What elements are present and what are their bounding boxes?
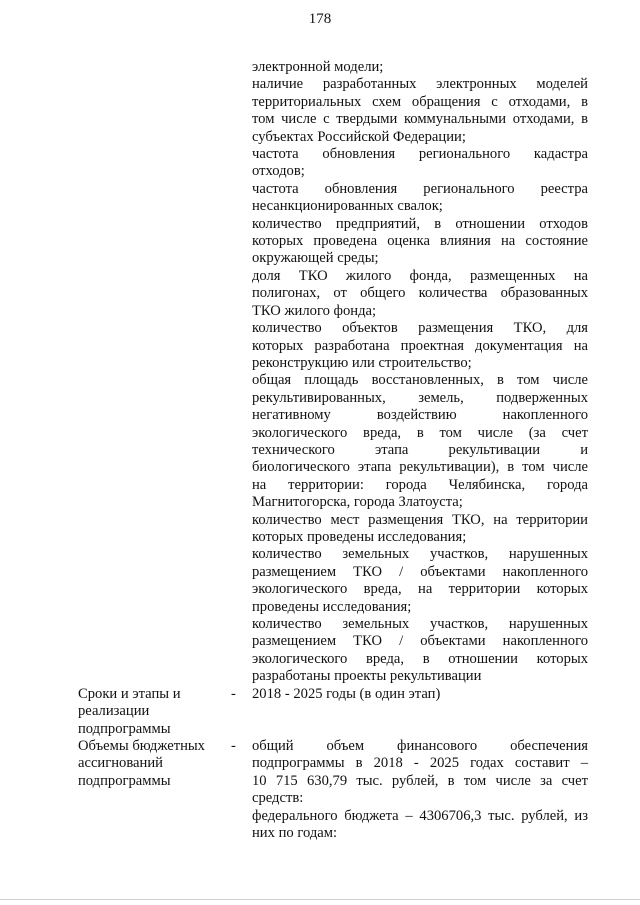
list-item: субъектах Российской Федерации;: [252, 128, 466, 145]
list-item: экологического вреда, на территории которых: [252, 581, 588, 598]
list-item: Магнитогорска, города Златоуста;: [252, 494, 463, 511]
budget-line: подпрограммы в 2018 - 2025 годах составит –: [252, 755, 588, 772]
list-item: общая площадь восстановленных, в том числе: [252, 372, 588, 389]
budget-value: [252, 738, 588, 842]
budget-label-line: подпрограммы: [78, 772, 171, 789]
list-item: экологического вреда, в отношении которых: [252, 650, 588, 667]
terms-label-line: подпрограммы: [78, 720, 171, 737]
budget-line: них по годам:: [252, 825, 338, 842]
page-number: 178: [308, 11, 332, 27]
budget-label-line: Объемы бюджетных: [78, 738, 205, 754]
budget-line: общий объем финансового обеспечения: [252, 738, 588, 754]
list-item: которых разработана проектная документация на: [252, 337, 588, 354]
list-item: количество мест размещения ТКО, на территории: [252, 511, 588, 528]
budget-label: [78, 738, 228, 790]
list-item: электронной модели;: [252, 59, 384, 75]
budget-dash: -: [231, 738, 236, 754]
list-item: размещением ТКО / объектами накопленного: [252, 633, 588, 650]
list-item: реконструкцию или строительство;: [252, 354, 472, 371]
budget-label-line: ассигнований: [78, 755, 163, 772]
list-item: окружающей среды;: [252, 250, 379, 267]
list-item: территориальных схем обращения с отходами, в: [252, 93, 588, 110]
list-item: на территории: города Челябинска, города: [252, 476, 588, 493]
list-item: том числе с твердыми коммунальными отходами, в: [252, 111, 588, 128]
budget-line: федерального бюджета – 4306706,3 тыс. рублей, из: [252, 807, 588, 824]
goals-list: [252, 59, 588, 686]
list-item: количество земельных участков, нарушенных: [252, 616, 588, 632]
list-item: количество объектов размещения ТКО, для: [252, 320, 588, 337]
list-item: биологического этапа рекультивации), в том числе: [252, 459, 588, 476]
list-item: экологического вреда, в том числе (за счет: [252, 424, 588, 441]
list-item: которых проведены исследования;: [252, 528, 467, 545]
list-item: ТКО жилого фонда;: [252, 302, 377, 319]
list-item: отходов;: [252, 163, 305, 180]
page-bottom-edge: [0, 899, 640, 900]
list-item: доля ТКО жилого фонда, размещенных на: [252, 267, 588, 284]
list-item: частота обновления регионального кадастра: [252, 146, 588, 163]
list-item: негативному воздействию накопленного: [252, 407, 588, 424]
list-item: технического этапа рекультивации и: [252, 441, 588, 458]
list-item: размещением ТКО / объектами накопленного: [252, 563, 588, 580]
list-item: которых проведена оценка влияния на состояние: [252, 233, 588, 250]
budget-line: средств:: [252, 790, 304, 807]
list-item: наличие разработанных электронных моделей: [252, 76, 588, 93]
terms-label: [78, 686, 228, 738]
terms-label-line: реализации: [78, 703, 150, 720]
list-item: разработаны проекты рекультивации: [252, 668, 482, 685]
terms-dash: -: [231, 686, 236, 702]
list-item: частота обновления регионального реестра: [252, 180, 588, 197]
list-item: количество земельных участков, нарушенных: [252, 546, 588, 563]
list-item: проведены исследования;: [252, 598, 412, 615]
list-item: количество предприятий, в отношении отходов: [252, 215, 588, 232]
terms-value: [252, 686, 588, 703]
terms-label-line: Сроки и этапы и: [78, 686, 181, 702]
list-item: несанкционированных свалок;: [252, 198, 443, 215]
terms-value-text: 2018 - 2025 годы (в один этап): [252, 686, 441, 702]
list-item: полигонах, от общего количества образованных: [252, 285, 588, 302]
list-item: рекультивированных, земель, подверженных: [252, 389, 588, 406]
budget-line: 10 715 630,79 тыс. рублей, в том числе за счет: [252, 772, 588, 789]
